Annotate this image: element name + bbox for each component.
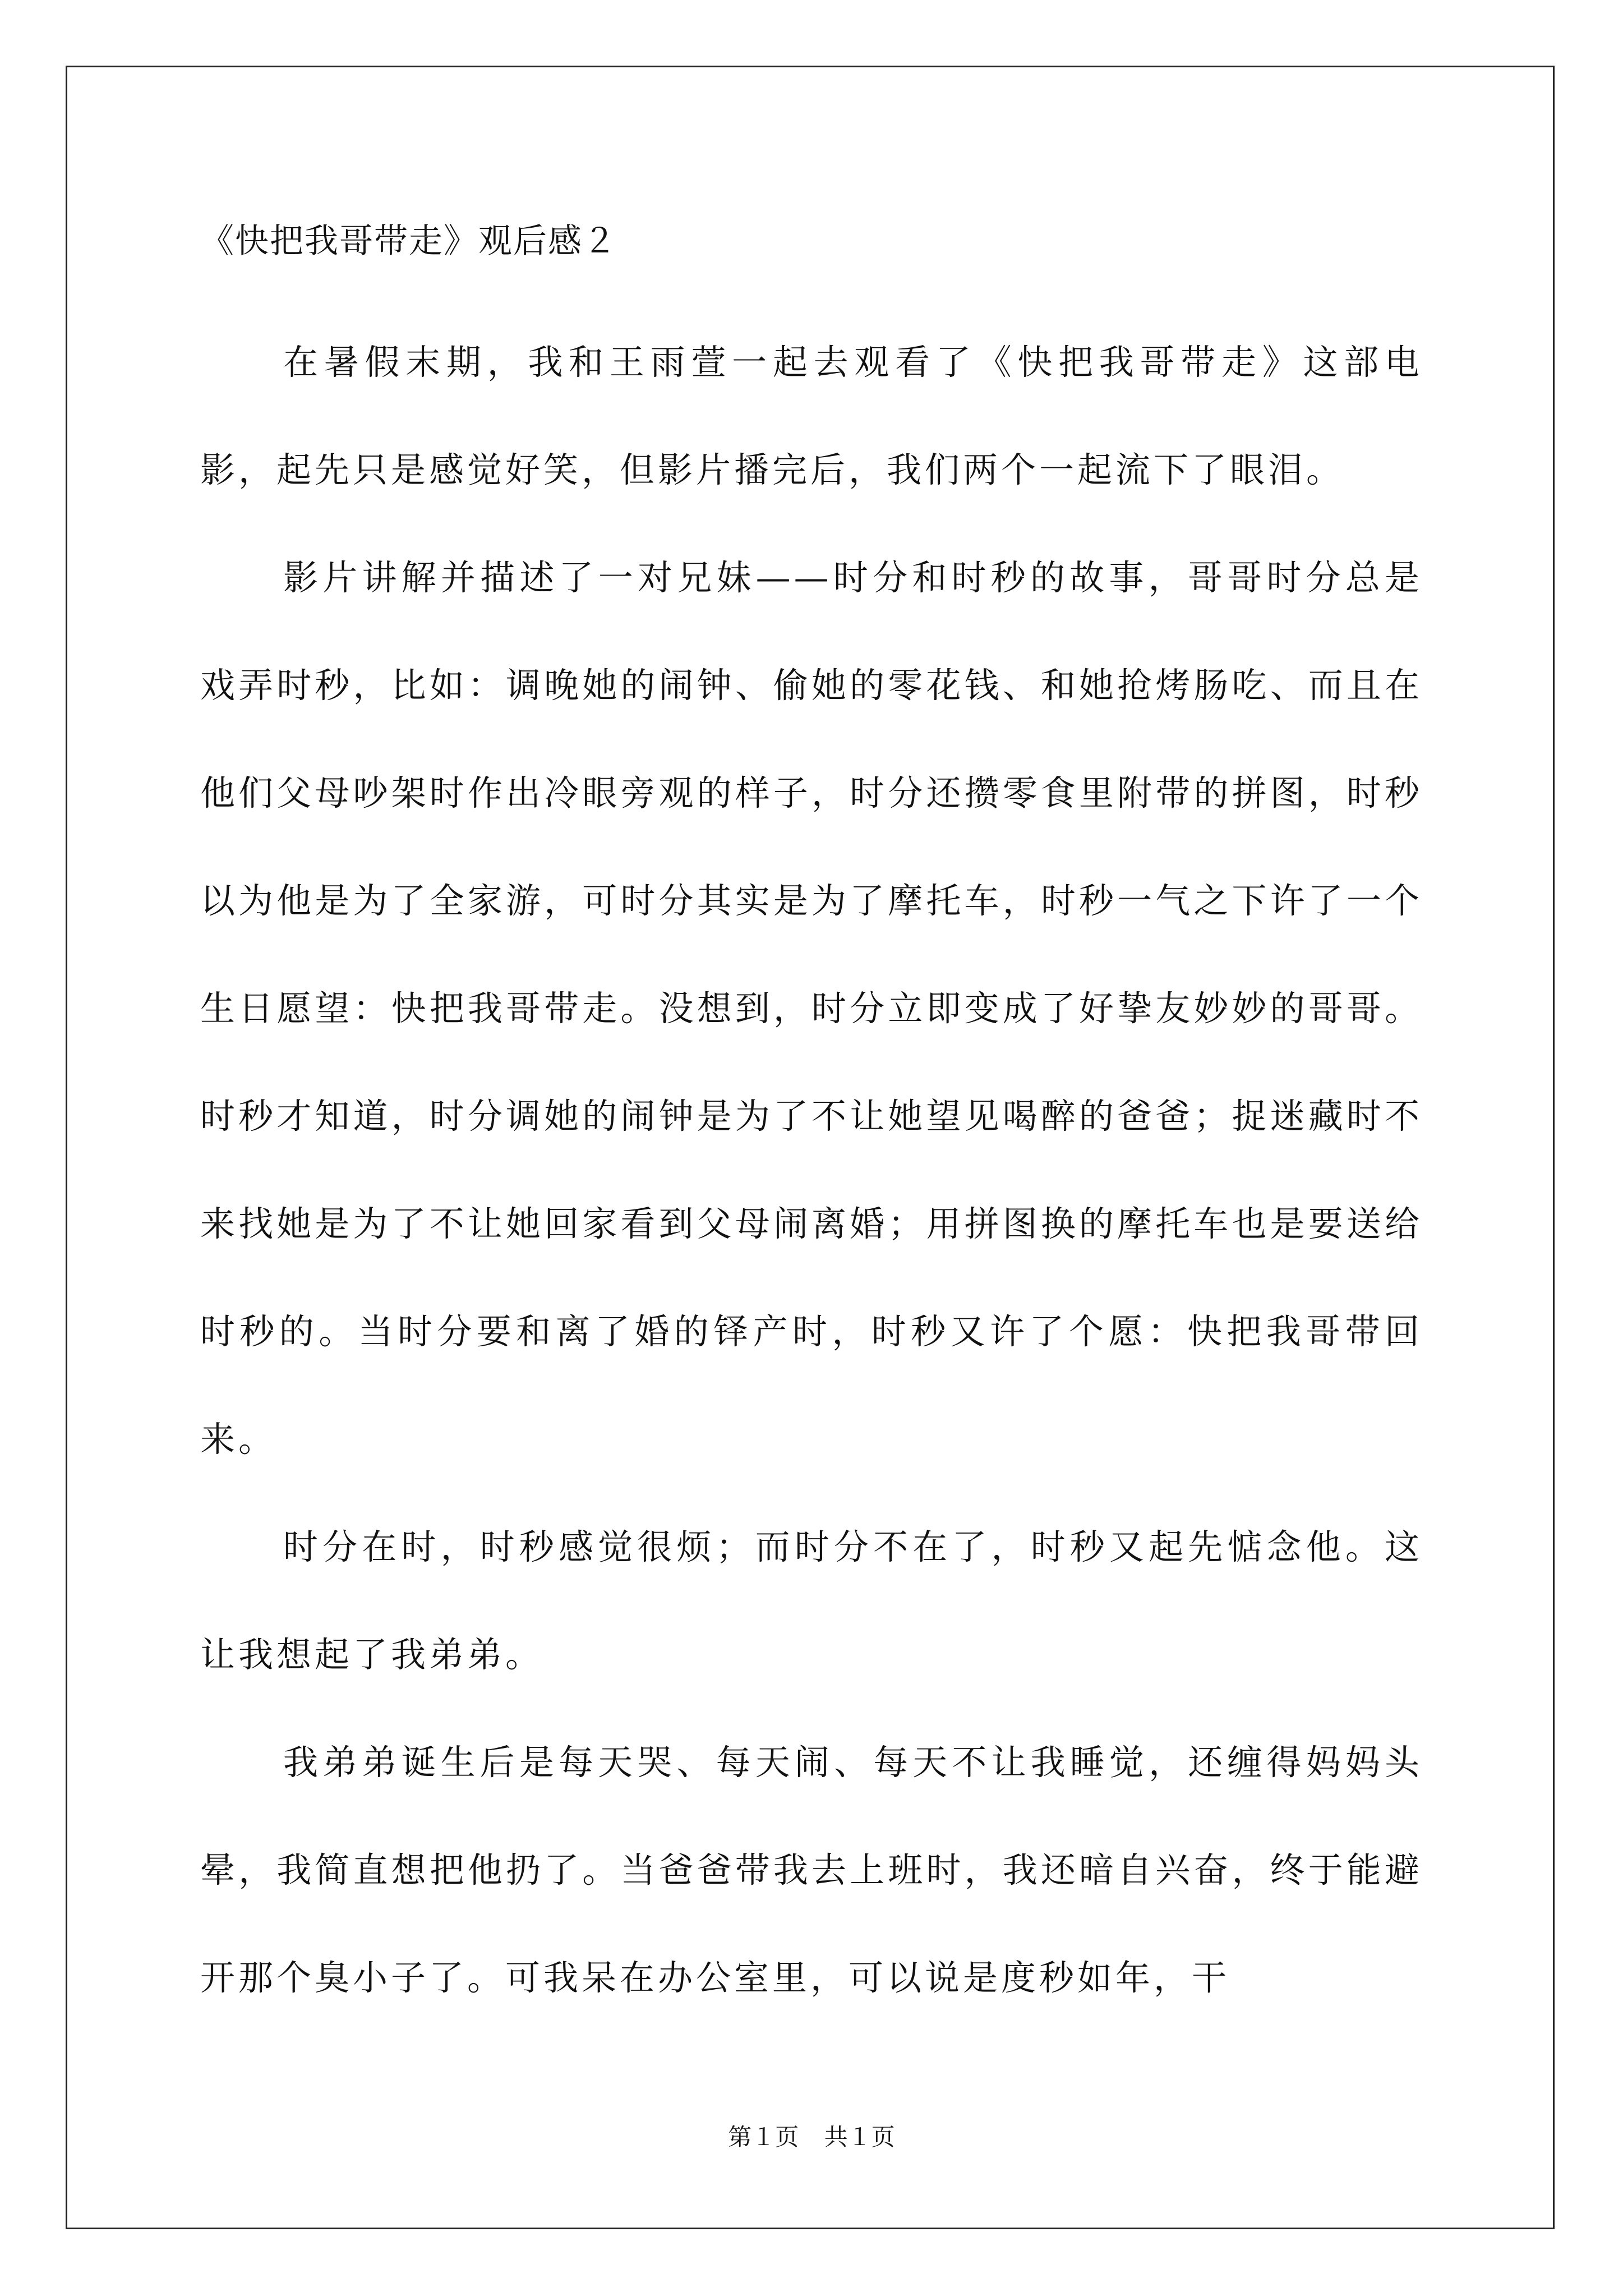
paragraph-2: 影片讲解并描述了一对兄妹——时分和时秒的故事，哥哥时分总是戏弄时秒，比如：调晚她的闹钟、偷她的零花钱、和她抢烤肠吃、而且在他们父母吵架时作出冷眼旁观的样子，时分还攒零食里附带的拼图，时秒以为他是为了全家游，可时分其实是为了摩托车，时秒一气之下许了一个生日愿望：快把我哥带走。没想到，时分立即变成了好挚友妙妙的哥哥。时秒才知道，时分调她的闹钟是为了不让她望见喝醉的爸爸；捉迷藏时不来找她是为了不让她回家看到父母闹离婚；用拼图换的摩托车也是要送给时秒的。当时分要和离了婚的铎产时，时秒又许了个愿：快把我哥带回来。 <box>200 557 1423 1460</box>
document-title: 《快把我哥带走》观后感２ <box>200 222 617 261</box>
paragraph-3: 时分在时，时秒感觉很烦；而时分不在了，时秒又起先惦念他。这让我想起了我弟弟。 <box>200 1526 1423 1675</box>
page-footer <box>0 2120 1623 2154</box>
paragraph-1: 在暑假末期，我和王雨萱一起去观看了《快把我哥带走》这部电影，起先只是感觉好笑，但影片播完后，我们两个一起流下了眼泪。 <box>200 342 1423 490</box>
page-number-current: 第１页 <box>728 2123 799 2151</box>
document-body <box>200 219 1423 2032</box>
page-number-total: 共１页 <box>824 2123 895 2151</box>
paragraph-4: 我弟弟诞生后是每天哭、每天闹、每天不让我睡觉，还缠得妈妈头晕，我简直想把他扔了。当爸爸带我去上班时，我还暗自兴奋，终于能避开那个臭小子了。可我呆在办公室里，可以说是度秒如年，干 <box>200 1742 1423 1998</box>
